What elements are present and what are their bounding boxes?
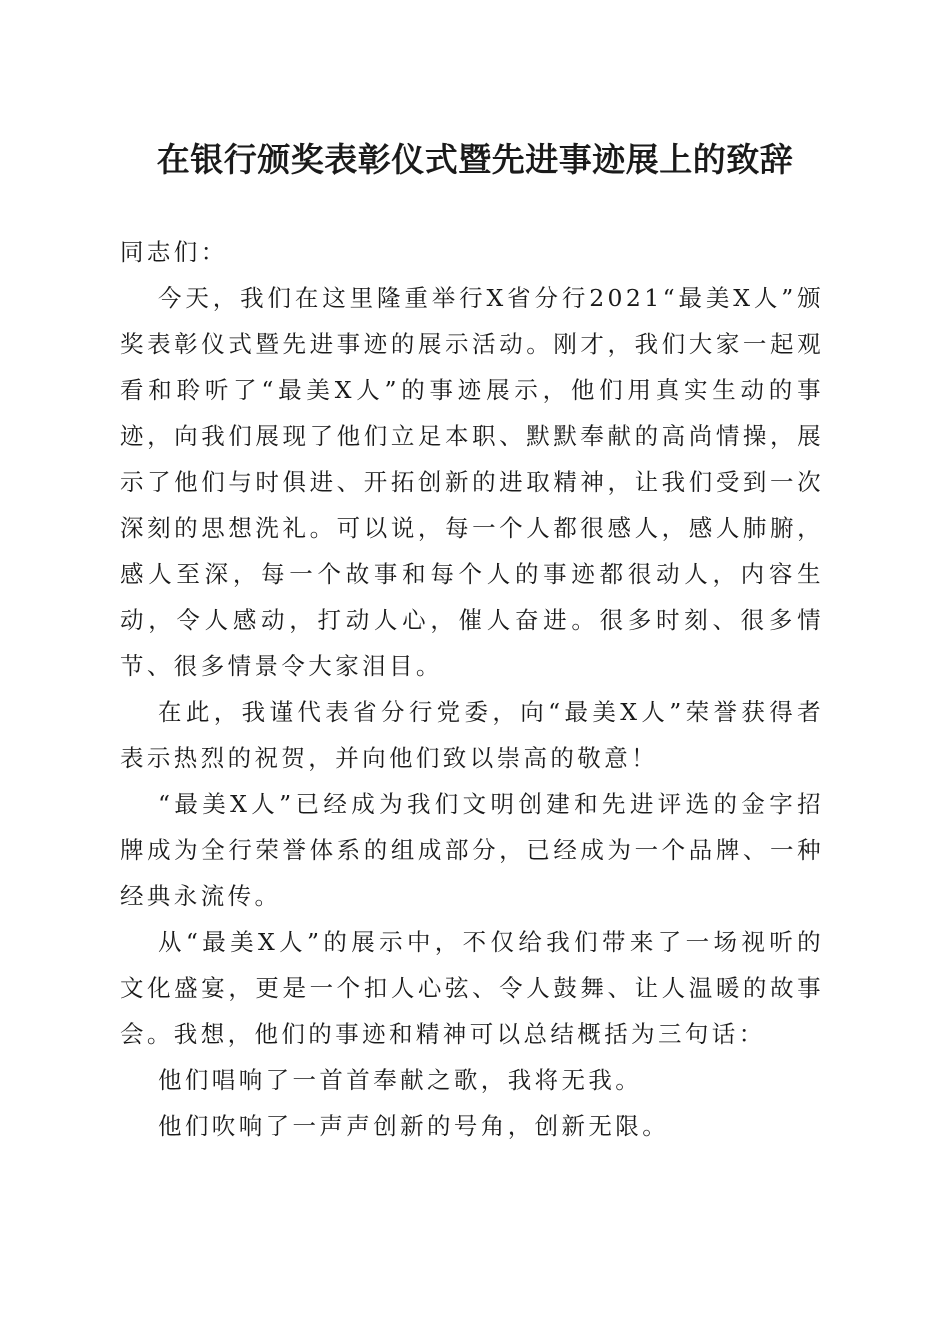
document-body: [120, 229, 824, 1149]
paragraph-brand: “最美X人”已经成为我们文明创建和先进评选的金字招牌成为全行荣誉体系的组成部分，已经成为一个品牌、一种经典永流传。: [120, 790, 824, 910]
document-title: 在银行颁奖表彰仪式暨先进事迹展上的致辞: [156, 140, 794, 179]
paragraph-point-2: 他们吹响了一声声创新的号角，创新无限。: [158, 1112, 670, 1140]
paragraph-congratulations: 在此，我谨代表省分行党委，向“最美X人”荣誉获得者表示热烈的祝贺，并向他们致以崇高的敬意！: [120, 698, 824, 772]
paragraph-opening: 今天，我们在这里隆重举行X省分行2021“最美X人”颁奖表彰仪式暨先进事迹的展示活动。刚才，我们大家一起观看和聆听了“最美X人”的事迹展示，他们用真实生动的事迹，向我们展现了他们立足本职、默默奉献的高尚情操，展示了他们与时俱进、开拓创新的进取精神，让我们受到一次深刻的思想洗礼。可以说，每一个人都很感人，感人肺腑，感人至深，每一个故事和每个人的事迹都很动人，内容生动，令人感动，打动人心，催人奋进。很多时刻、很多情节、很多情景令大家泪目。: [120, 284, 824, 680]
paragraph-point-1: 他们唱响了一首首奉献之歌，我将无我。: [158, 1066, 643, 1094]
salutation: 同志们：: [120, 238, 228, 266]
paragraph-summary: 从“最美X人”的展示中，不仅给我们带来了一场视听的文化盛宴，更是一个扣人心弦、令人鼓舞、让人温暖的故事会。我想，他们的事迹和精神可以总结概括为三句话：: [120, 928, 824, 1048]
